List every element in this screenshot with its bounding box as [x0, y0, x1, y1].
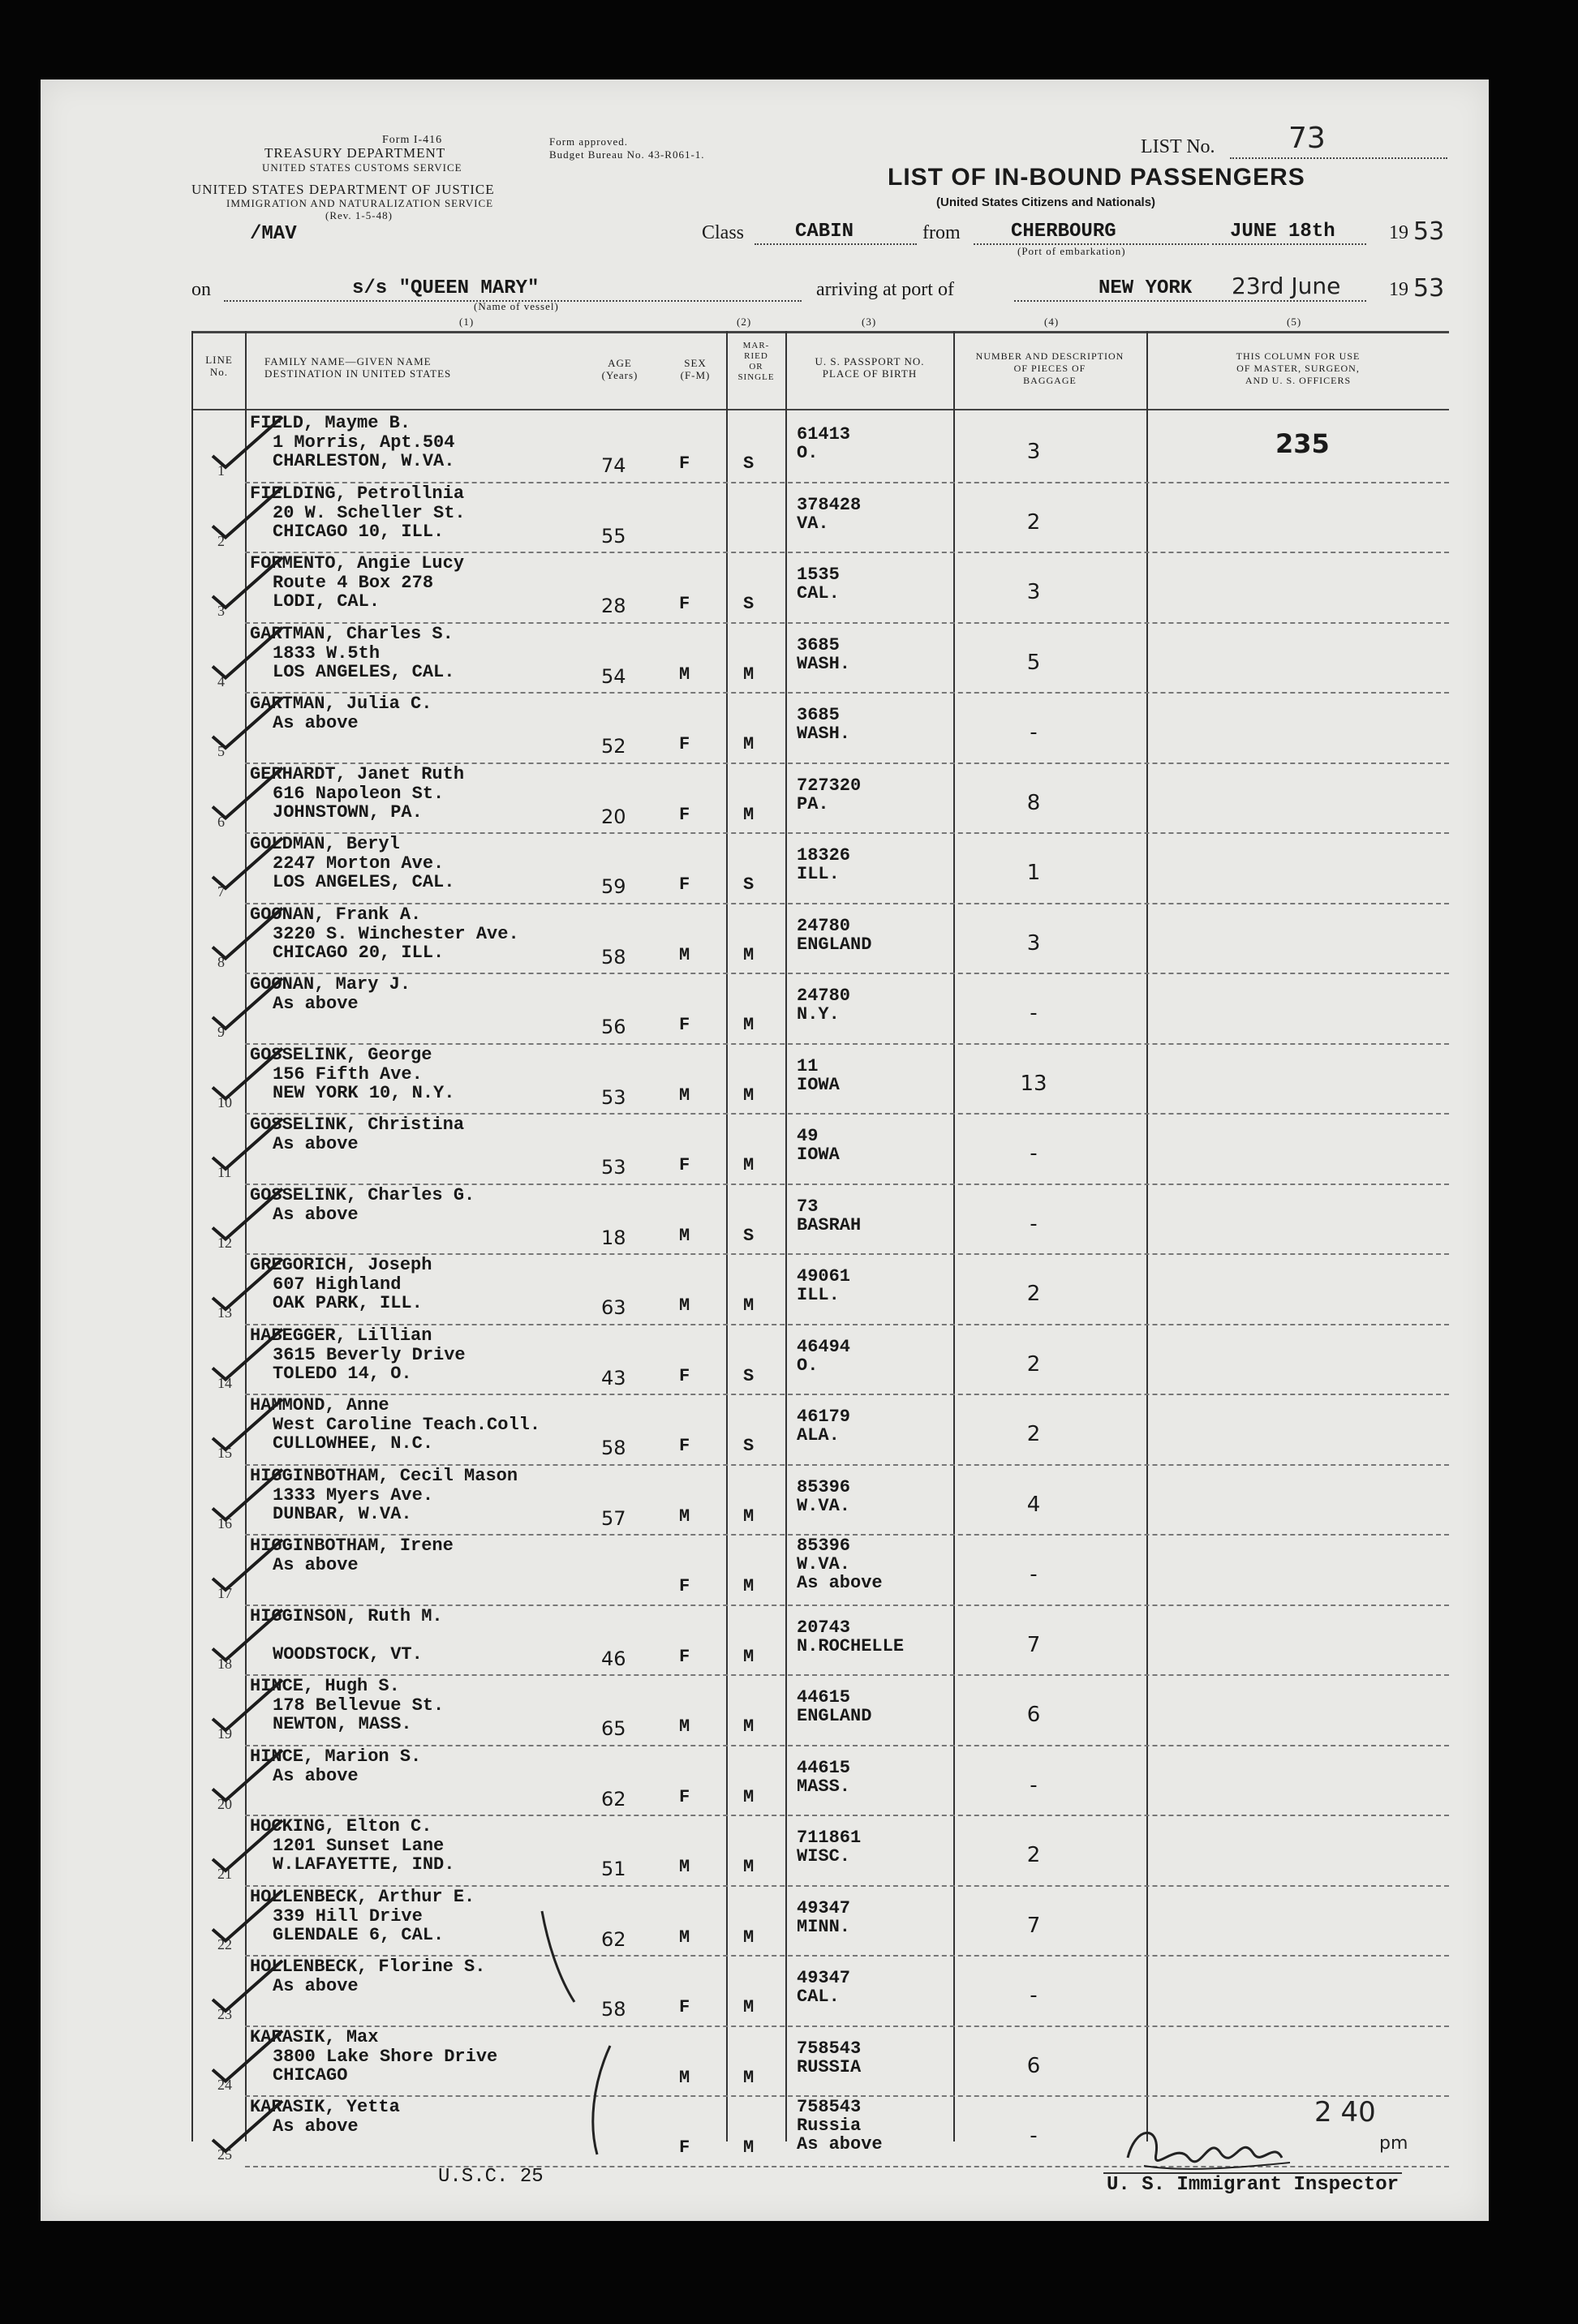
baggage-count: - — [1030, 1211, 1038, 1236]
page-subtitle: (United States Citizens and Nationals) — [936, 195, 1156, 209]
line-number: 19 — [217, 1725, 232, 1742]
line-number: 23 — [217, 2006, 232, 2022]
table-row — [191, 1605, 1449, 1675]
col-header-age: AGE (Years) — [601, 357, 639, 381]
col-number-1: (1) — [459, 316, 475, 328]
passport-and-birthplace: 24780 ENGLAND — [797, 915, 872, 955]
passenger-sex: M — [679, 1927, 690, 1948]
baggage-count: 1 — [1026, 861, 1041, 885]
passenger-name: GARTMAN, Julia C. — [250, 694, 432, 714]
arrival-date: 23rd June — [1232, 273, 1341, 299]
passenger-age: 57 — [601, 1506, 626, 1530]
passport-and-birthplace: 49347 MINN. — [797, 1897, 851, 1937]
col-header-married: MAR- RIED OR SINGLE — [737, 341, 775, 382]
passport-and-birthplace: 44615 MASS. — [797, 1757, 851, 1797]
passenger-age: 46 — [601, 1647, 626, 1670]
passenger-sex: F — [679, 1015, 690, 1035]
passenger-sex: F — [679, 804, 690, 825]
passenger-marital-status: M — [743, 1716, 755, 1737]
passenger-marital-status: M — [743, 1646, 755, 1667]
passenger-name: FIELD, Mayme B. — [250, 413, 411, 433]
passport-and-birthplace: 378428 VA. — [797, 494, 862, 534]
departure-year-prefix: 19 — [1389, 222, 1408, 243]
passenger-address: 616 Napoleon St. JOHNSTOWN, PA. — [273, 783, 445, 823]
on-label: on — [191, 279, 211, 300]
passenger-age: 52 — [601, 735, 626, 758]
passenger-address: 1201 Sunset Lane W.LAFAYETTE, IND. — [273, 1836, 455, 1875]
class-line — [755, 243, 917, 245]
passenger-sex: F — [679, 2137, 690, 2158]
passenger-marital-status: M — [743, 1155, 755, 1175]
port-line — [1014, 300, 1366, 302]
passenger-name: HIGGINBOTHAM, Cecil Mason — [250, 1465, 518, 1486]
passenger-age: 58 — [601, 1998, 626, 2021]
line-number: 8 — [217, 953, 225, 970]
table-row — [191, 1114, 1449, 1183]
passport-and-birthplace: 46179 ALA. — [797, 1407, 851, 1446]
passenger-age: 63 — [601, 1296, 626, 1319]
passenger-name: HOLLENBECK, Florine S. — [250, 1957, 486, 1977]
table-row — [191, 1254, 1449, 1324]
baggage-count: 2 — [1026, 1422, 1041, 1446]
col-number-5: (5) — [1287, 316, 1302, 328]
table-row — [191, 833, 1449, 903]
passenger-age: 74 — [601, 454, 626, 477]
passenger-age: 51 — [601, 1858, 626, 1880]
baggage-count: 6 — [1026, 2053, 1041, 2078]
passenger-marital-status: M — [743, 2137, 755, 2158]
passenger-sex: M — [679, 1716, 690, 1737]
passenger-name: GOSSELINK, Charles G. — [250, 1184, 475, 1205]
passenger-sex: F — [679, 1997, 690, 2017]
passenger-marital-status: S — [743, 874, 755, 895]
line-number: 20 — [217, 1795, 232, 1812]
line-number: 13 — [217, 1304, 232, 1321]
table-row — [191, 1746, 1449, 1815]
table-row — [191, 1535, 1449, 1604]
passenger-marital-status: S — [743, 594, 755, 614]
baggage-count: 4 — [1026, 1492, 1041, 1517]
passenger-marital-status: M — [743, 1576, 755, 1596]
passport-and-birthplace: 18326 ILL. — [797, 845, 851, 884]
passenger-address: 1333 Myers Ave. DUNBAR, W.VA. — [273, 1484, 434, 1524]
passenger-sex: M — [679, 1225, 690, 1246]
baggage-count: - — [1030, 1983, 1038, 2008]
col-number-3: (3) — [862, 316, 877, 328]
passenger-marital-status: M — [743, 1506, 755, 1527]
table-row — [191, 1044, 1449, 1114]
passenger-name: GOSSELINK, Christina — [250, 1115, 465, 1135]
list-number-line — [1230, 157, 1447, 159]
table-row — [191, 483, 1449, 552]
line-number: 21 — [217, 1866, 232, 1882]
department-of-justice: UNITED STATES DEPARTMENT OF JUSTICE — [191, 182, 495, 197]
table-row — [191, 1886, 1449, 1956]
passenger-sex: F — [679, 453, 690, 474]
col-header-sex: SEX (F-M) — [680, 357, 711, 381]
passenger-age: 54 — [601, 664, 626, 688]
line-number: 12 — [217, 1234, 232, 1251]
passport-and-birthplace: 46494 O. — [797, 1336, 851, 1376]
passenger-address: Route 4 Box 278 LODI, CAL. — [273, 573, 434, 612]
passenger-sex: F — [679, 594, 690, 614]
passport-and-birthplace: 3685 WASH. — [797, 705, 851, 744]
line-number: 15 — [217, 1445, 232, 1461]
table-row — [191, 2026, 1449, 2096]
passenger-sex: F — [679, 1365, 690, 1386]
passenger-sex: M — [679, 2067, 690, 2088]
passenger-name: HOLLENBECK, Arthur E. — [250, 1886, 475, 1907]
passenger-name: HOCKING, Elton C. — [250, 1816, 432, 1836]
passenger-name: GOONAN, Mary J. — [250, 974, 411, 994]
passenger-address: 339 Hill Drive GLENDALE 6, CAL. — [273, 1905, 445, 1945]
passenger-age: 62 — [601, 1787, 626, 1811]
arrival-year: 53 — [1413, 274, 1445, 303]
passenger-address: As above — [273, 2116, 359, 2137]
passenger-name: GOONAN, Frank A. — [250, 904, 422, 925]
baggage-count: 13 — [1020, 1071, 1047, 1096]
passenger-address: 3800 Lake Shore Drive CHICAGO — [273, 2046, 498, 2086]
baggage-count: 2 — [1026, 509, 1041, 535]
passport-and-birthplace: 44615 ENGLAND — [797, 1687, 872, 1726]
from-label: from — [922, 222, 961, 243]
col-header-baggage: NUMBER AND DESCRIPTION OF PIECES OF BAGGAGE — [975, 350, 1124, 386]
passenger-sex: F — [679, 1155, 690, 1175]
col-header-name: FAMILY NAME—GIVEN NAME DESTINATION IN UNITED STATES — [264, 355, 452, 380]
line-number: 9 — [217, 1024, 225, 1040]
table-row — [191, 1675, 1449, 1745]
passenger-sex: M — [679, 664, 690, 685]
table-row — [191, 693, 1449, 762]
table-row — [191, 552, 1449, 622]
passenger-age: 62 — [601, 1927, 626, 1951]
passenger-address: 3615 Beverly Drive TOLEDO 14, O. — [273, 1344, 466, 1384]
table-row — [191, 623, 1449, 693]
line-number: 4 — [217, 672, 225, 689]
treasury-department: TREASURY DEPARTMENT — [264, 145, 446, 161]
passport-and-birthplace: 49347 CAL. — [797, 1968, 851, 2007]
form-approved: Form approved. — [549, 135, 629, 148]
table-row — [191, 763, 1449, 833]
customs-service: UNITED STATES CUSTOMS SERVICE — [262, 161, 462, 174]
passport-and-birthplace: 1535 CAL. — [797, 565, 840, 604]
table-row — [191, 1956, 1449, 2025]
baggage-count: 2 — [1026, 1351, 1041, 1377]
passenger-address: As above — [273, 1134, 359, 1154]
passenger-sex: F — [679, 874, 690, 895]
passenger-age: 58 — [601, 945, 626, 969]
embarkation-note: (Port of embarkation) — [1017, 245, 1126, 257]
line-number: 5 — [217, 743, 225, 759]
passenger-name: KARASIK, Yetta — [250, 2097, 400, 2117]
from-value: CHERBOURG — [1011, 221, 1116, 243]
baggage-count: 6 — [1026, 1703, 1041, 1727]
inspection-time-suffix: pm — [1379, 2133, 1408, 2154]
table-row — [191, 1184, 1449, 1254]
table-row — [191, 1394, 1449, 1464]
line-number: 16 — [217, 1514, 232, 1531]
passenger-age: 53 — [601, 1085, 626, 1109]
passenger-age: 18 — [601, 1226, 626, 1249]
passenger-name: KARASIK, Max — [250, 2026, 379, 2047]
date-line — [1212, 243, 1366, 245]
passport-and-birthplace: 85396 W.VA. — [797, 1476, 851, 1516]
passenger-sex: M — [679, 1506, 690, 1527]
baggage-count: - — [1030, 720, 1038, 745]
table-row — [191, 904, 1449, 973]
arriving-label: arriving at port of — [816, 279, 954, 300]
passenger-sex: F — [679, 1576, 690, 1596]
passport-and-birthplace: 3685 WASH. — [797, 634, 851, 674]
passenger-name: GOSSELINK, George — [250, 1044, 432, 1065]
line-number: 24 — [217, 2076, 232, 2093]
passenger-address: 2247 Morton Ave. LOS ANGELES, CAL. — [273, 853, 455, 892]
passenger-marital-status: M — [743, 664, 755, 685]
passenger-marital-status: M — [743, 1295, 755, 1316]
table-row — [191, 1465, 1449, 1535]
passenger-sex: F — [679, 1646, 690, 1667]
passenger-age: 56 — [601, 1016, 626, 1038]
passport-and-birthplace: 758543 RUSSIA — [797, 2038, 862, 2077]
passenger-marital-status: S — [743, 453, 755, 474]
passenger-marital-status: S — [743, 1436, 755, 1456]
departure-year: 53 — [1413, 217, 1445, 246]
arrival-year-prefix: 19 — [1389, 279, 1408, 300]
passenger-address: 1 Morris, Apt.504 CHARLESTON, W.VA. — [273, 432, 455, 471]
line-number: 14 — [217, 1374, 232, 1391]
passenger-sex: M — [679, 1857, 690, 1877]
passenger-address: WOODSTOCK, VT. — [273, 1643, 423, 1665]
passenger-name: HIGGINSON, Ruth M. — [250, 1605, 443, 1626]
baggage-count: 5 — [1026, 650, 1041, 675]
passport-and-birthplace: 73 BASRAH — [797, 1196, 862, 1235]
ins-service: IMMIGRATION AND NATURALIZATION SERVICE — [226, 197, 494, 209]
line-number: 25 — [217, 2146, 232, 2163]
col-header-line: LINE No. — [205, 354, 233, 378]
line-number: 3 — [217, 603, 225, 619]
form-number: Form I-416 — [382, 134, 443, 146]
baggage-count: - — [1030, 1001, 1038, 1025]
baggage-count: 2 — [1026, 1282, 1041, 1306]
passenger-address: 20 W. Scheller St. CHICAGO 10, ILL. — [273, 502, 466, 542]
passport-and-birthplace: 49 IOWA — [797, 1126, 840, 1165]
line-number: 11 — [217, 1164, 232, 1180]
vessel-note: (Name of vessel) — [474, 300, 559, 312]
passenger-address: 178 Bellevue St. NEWTON, MASS. — [273, 1695, 445, 1734]
inspection-time: 2 40 — [1314, 2096, 1376, 2129]
passenger-name: HINCE, Hugh S. — [250, 1676, 400, 1696]
passenger-sex: F — [679, 734, 690, 754]
baggage-count: 7 — [1026, 1632, 1041, 1657]
passenger-name: HABEGGER, Lillian — [250, 1325, 432, 1346]
passport-and-birthplace: 20743 N.ROCHELLE — [797, 1617, 905, 1656]
passport-and-birthplace: 24780 N.Y. — [797, 986, 851, 1025]
passenger-name: GERHARDT, Janet Ruth — [250, 763, 465, 784]
passport-and-birthplace: 11 IOWA — [797, 1055, 840, 1095]
passenger-sex: M — [679, 1295, 690, 1316]
passenger-name: FIELDING, Petrollnia — [250, 483, 465, 504]
passenger-sex: M — [679, 1085, 690, 1106]
passenger-name: FORMENTO, Angie Lucy — [250, 553, 465, 573]
list-number-label: LIST No. — [1141, 136, 1215, 157]
form-revision: (Rev. 1-5-48) — [325, 209, 393, 221]
baggage-count: 2 — [1026, 1843, 1041, 1867]
passenger-marital-status: S — [743, 1225, 755, 1246]
class-label: Class — [702, 222, 745, 243]
passenger-marital-status: S — [743, 1365, 755, 1386]
passport-and-birthplace: 85396 W.VA. As above — [797, 1536, 883, 1593]
vessel-name: s/s "QUEEN MARY" — [352, 277, 540, 299]
passenger-age: 43 — [601, 1366, 626, 1390]
page-title: LIST OF IN-BOUND PASSENGERS — [888, 164, 1305, 191]
passenger-address: As above — [273, 1555, 359, 1575]
line-number: 10 — [217, 1093, 232, 1110]
table-row — [191, 1325, 1449, 1394]
table-row — [191, 973, 1449, 1043]
passenger-marital-status: M — [743, 1015, 755, 1035]
passenger-marital-status: M — [743, 1085, 755, 1106]
passenger-marital-status: M — [743, 804, 755, 825]
passenger-name: HAMMOND, Anne — [250, 1395, 389, 1415]
passport-and-birthplace: 711861 WISC. — [797, 1828, 862, 1867]
passenger-address: As above — [273, 1765, 359, 1786]
line-number: 1 — [217, 462, 225, 479]
passenger-address: As above — [273, 994, 359, 1014]
passenger-name: GREGORICH, Joseph — [250, 1255, 432, 1275]
line-number: 2 — [217, 532, 225, 549]
passenger-sex: M — [679, 944, 690, 965]
usc-note: U.S.C. 25 — [438, 2166, 544, 2188]
list-number: 73 — [1288, 122, 1326, 155]
header-bottom-rule — [191, 409, 1449, 410]
passenger-marital-status: M — [743, 2067, 755, 2088]
officer-note: 235 — [1275, 428, 1330, 459]
passenger-name: GOLDMAN, Beryl — [250, 834, 400, 854]
line-number: 18 — [217, 1655, 232, 1672]
passenger-address: 1833 W.5th LOS ANGELES, CAL. — [273, 642, 455, 682]
baggage-count: 3 — [1026, 440, 1041, 464]
passenger-address: 3220 S. Winchester Ave. CHICAGO 20, ILL. — [273, 923, 519, 963]
passenger-address: West Caroline Teach.Coll. CULLOWHEE, N.C. — [273, 1415, 541, 1454]
passenger-marital-status: M — [743, 1857, 755, 1877]
passport-and-birthplace: 758543 Russia As above — [797, 2097, 883, 2154]
passenger-sex: F — [679, 1786, 690, 1807]
table-row — [191, 1815, 1449, 1885]
passenger-age: 20 — [601, 805, 626, 828]
baggage-count: 7 — [1026, 1913, 1041, 1938]
passenger-marital-status: M — [743, 1927, 755, 1948]
passenger-age: 28 — [601, 595, 626, 617]
line-number: 6 — [217, 813, 225, 830]
col-number-4: (4) — [1044, 316, 1060, 328]
passenger-address: 156 Fifth Ave. NEW YORK 10, N.Y. — [273, 1063, 455, 1103]
passenger-age: 58 — [601, 1437, 626, 1459]
departure-date: JUNE 18th — [1230, 221, 1335, 243]
passenger-marital-status: M — [743, 1997, 755, 2017]
baggage-count: 3 — [1026, 580, 1041, 604]
table-row — [191, 412, 1449, 482]
table-top-rule — [191, 331, 1449, 333]
line-number: 22 — [217, 1935, 232, 1952]
passenger-marital-status: M — [743, 734, 755, 754]
baggage-count: - — [1030, 1141, 1038, 1166]
passenger-age: 65 — [601, 1717, 626, 1740]
passenger-address: As above — [273, 1204, 359, 1225]
baggage-count: - — [1030, 2124, 1038, 2148]
budget-bureau: Budget Bureau No. 43-R061-1. — [549, 148, 705, 161]
passenger-name: HINCE, Marion S. — [250, 1746, 422, 1767]
col-header-passport: U. S. PASSPORT NO. PLACE OF BIRTH — [815, 355, 925, 380]
inspector-label: U. S. Immigrant Inspector — [1107, 2174, 1400, 2196]
passenger-name: HIGGINBOTHAM, Irene — [250, 1536, 454, 1556]
passenger-age: 53 — [601, 1156, 626, 1179]
passenger-address: As above — [273, 1976, 359, 1996]
passenger-address: As above — [273, 713, 359, 733]
class-value: CABIN — [795, 221, 854, 243]
passenger-address: 607 Highland OAK PARK, ILL. — [273, 1274, 423, 1313]
passenger-age: 55 — [601, 524, 626, 548]
passport-and-birthplace: 61413 O. — [797, 424, 851, 463]
passport-and-birthplace: 727320 PA. — [797, 775, 862, 814]
passenger-sex: F — [679, 1436, 690, 1456]
baggage-count: - — [1030, 1772, 1038, 1798]
passenger-marital-status: M — [743, 1786, 755, 1807]
line-number: 17 — [217, 1585, 232, 1601]
passenger-age: 59 — [601, 875, 626, 898]
baggage-count: 8 — [1026, 790, 1041, 815]
arrival-port: NEW YORK — [1099, 277, 1193, 299]
line-number: 7 — [217, 883, 225, 900]
clerk-code: /MAV — [250, 223, 297, 245]
col-header-officers: THIS COLUMN FOR USE OF MASTER, SURGEON, AND U. S. OFFICERS — [1236, 350, 1361, 386]
passport-and-birthplace: 49061 ILL. — [797, 1266, 851, 1305]
baggage-count: - — [1030, 1562, 1038, 1587]
baggage-count: 3 — [1026, 930, 1041, 956]
col-number-2: (2) — [737, 316, 752, 328]
passenger-marital-status: M — [743, 944, 755, 965]
passenger-name: GARTMAN, Charles S. — [250, 623, 454, 644]
